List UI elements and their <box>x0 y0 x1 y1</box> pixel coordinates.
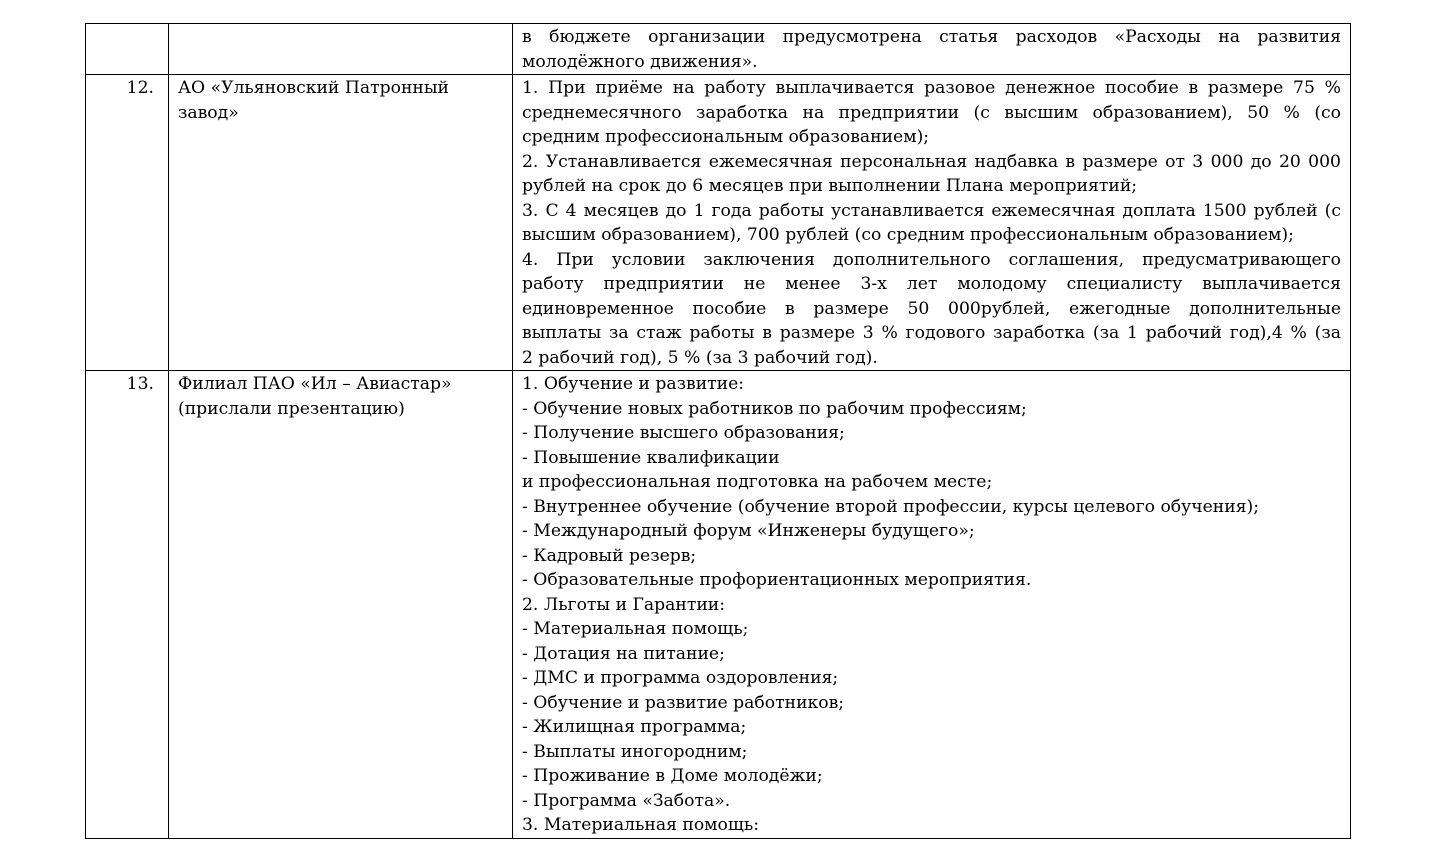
description-line: - Программа «Забота». <box>522 790 731 811</box>
description-line: средним профессиональным образованием); <box>522 127 930 147</box>
description-line: - Повышение квалификации <box>522 447 780 468</box>
description-line: - Проживание в Доме молодёжи; <box>522 766 823 786</box>
organization-cell: Филиал ПАО «Ил – Авиастар» (прислали презентацию) <box>169 371 513 839</box>
description-line: 1. Обучение и развитие: <box>522 374 745 394</box>
description-line: - Международный форум «Инженеры будущего»; <box>522 521 975 541</box>
description-line: - Внутреннее обучение (обучение второй профессии, курсы целевого обучения); <box>522 496 1260 517</box>
organization-cell: АО «Ульяновский Патронный завод» <box>169 75 513 371</box>
description-line: молодёжного движения». <box>522 51 758 72</box>
description-line: работу предприятии не менее 3-х лет молодому специалисту выплачивается <box>522 274 1341 294</box>
text-cursor <box>1350 25 1351 47</box>
description-line: - Образовательные профориентационных мероприятия. <box>522 570 1032 590</box>
description-line: 3. С 4 месяцев до 1 года работы устанавливается ежемесячная доплата 1500 рублей (с <box>522 200 1341 221</box>
description-line: и профессиональная подготовка на рабочем месте; <box>522 472 993 492</box>
row-number-cell: 12. <box>86 75 169 371</box>
description-line: 4. При условии заключения дополнительного соглашения, предусматривающего <box>522 249 1341 270</box>
table-row <box>86 24 1351 75</box>
organization-cell <box>169 24 513 75</box>
table-row <box>86 75 1351 371</box>
description-line: 2. Устанавливается ежемесячная персональная надбавка в размере от 3 000 до 20 000 <box>522 151 1341 172</box>
description-line: - Обучение и развитие работников; <box>522 692 845 713</box>
description-line: - ДМС и программа оздоровления; <box>522 668 839 688</box>
description-cell <box>513 371 1351 839</box>
description-line: высшим образованием), 700 рублей (со средним профессиональным образованием); <box>522 225 1294 245</box>
description-line: единовременное пособие в размере 50 000рублей, ежегодные дополнительные <box>522 298 1341 319</box>
description-line: 2 рабочий год), 5 % (за 3 рабочий год). <box>522 347 878 368</box>
description-line: - Выплаты иногородним; <box>522 741 748 762</box>
description-line: 3. Материальная помощь: <box>522 815 760 835</box>
description-line: - Материальная помощь; <box>522 619 749 639</box>
description-cell <box>513 24 1351 75</box>
table-row <box>86 371 1351 839</box>
description-line: - Дотация на питание; <box>522 643 725 664</box>
row-number-cell: 13. <box>86 371 169 839</box>
description-line: 1. При приёме на работу выплачивается разовое денежное пособие в размере 75 % <box>522 78 1341 98</box>
description-line: - Обучение новых работников по рабочим профессиям; <box>522 398 1027 419</box>
description-line: в бюджете организации предусмотрена статья расходов «Расходы на развития <box>522 27 1341 47</box>
document-table <box>85 23 1351 839</box>
description-line: рублей на срок до 6 месяцев при выполнении Плана мероприятий; <box>522 176 1138 196</box>
description-line: - Кадровый резерв; <box>522 545 697 566</box>
description-line: среднемесячного заработка на предприятии (с высшим образованием), 50 % (со <box>522 102 1341 123</box>
description-line: 2. Льготы и Гарантии: <box>522 594 726 615</box>
description-line: выплаты за стаж работы в размере 3 % годового заработка (за 1 рабочий год),4 % (за <box>522 323 1341 343</box>
description-line: - Получение высшего образования; <box>522 423 845 443</box>
row-number-cell <box>86 24 169 75</box>
description-line: - Жилищная программа; <box>522 717 747 737</box>
description-cell <box>513 75 1351 371</box>
